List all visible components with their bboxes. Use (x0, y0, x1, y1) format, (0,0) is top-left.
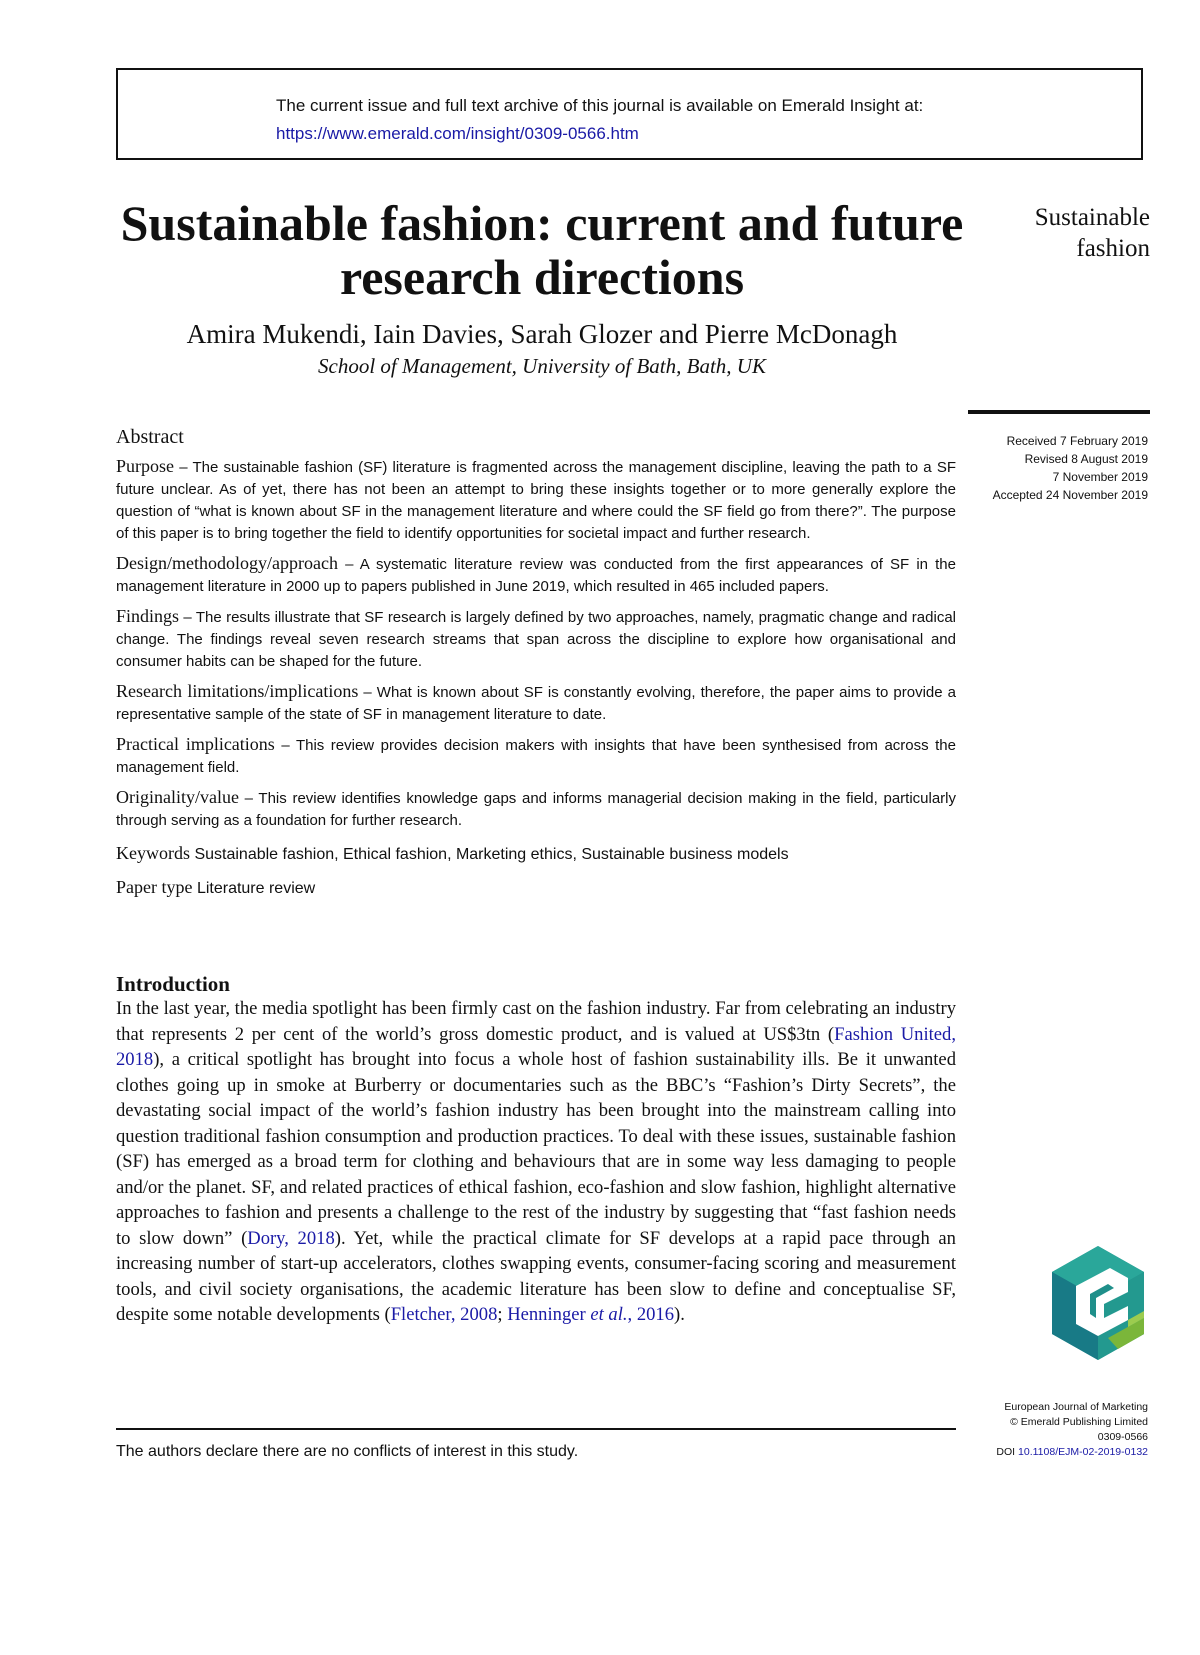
date-revised-2: 7 November 2019 (1052, 470, 1148, 484)
abstract-heading: Abstract (116, 426, 184, 448)
paper-type (116, 876, 956, 900)
practical-text: This review provides decision makers with insights that have been synthesised from across the management field. (116, 737, 956, 776)
archive-notice (276, 92, 923, 148)
date-revised: Revised 8 August 2019 (1024, 452, 1148, 466)
journal-doi (928, 1445, 1148, 1460)
introduction-section (116, 972, 956, 1328)
intro-text-1: In the last year, the media spotlight has been firmly cast on the fashion industry. Far from celebrating an industry that represents 2 per cent of the world’s gross domestic product, and is valued at US$3tn ( (116, 998, 956, 1045)
abstract-section (116, 426, 956, 900)
intro-text-3: ). Yet, while the practical climate for SF develops at a rapid pace through an increasing number of start-up accelerators, clothes swapping events, consumer-facing scoring and measurement tools, and civil society organisations, the academic literature has been slow to define and conceptualise SF, despite some notable developments ( (116, 1227, 956, 1325)
intro-text-2: ), a critical spotlight has brought into focus a whole host of fashion sustainability ills. Be it unwanted clothes going up in smoke at Burberry or documentaries such as the BBC’s “Fashion’s Dirty Secrets”, the devastating social impact of the world’s fashion industry has been brought into the mainstream calling into question traditional fashion consumption and production practices. To deal with these issues, sustainable fashion (SF) has emerged as a broad term for clothing and behaviours that are in some way less damaging to people and/or the planet. SF, and related practices of ethical fashion, eco-fashion and slow fashion, highlight alternative approaches to fashion and presents a challenge to the rest of the industry by suggesting that “fast fashion needs to slow down” ( (116, 1049, 956, 1249)
citation-fletcher[interactable]: Fletcher, 2008 (390, 1304, 498, 1325)
design-label: Design/methodology/approach (116, 553, 338, 573)
side-rule (968, 410, 1150, 414)
journal-issn: 0309-0566 (1097, 1431, 1148, 1443)
citation-henninger[interactable] (507, 1304, 674, 1325)
citation-henninger-year: , 2016 (627, 1304, 675, 1325)
practical-label: Practical implications (116, 734, 275, 754)
abstract-design: Design/methodology/approach – A systematic literature review was conducted from the first appearances of SF in the management literature in 2000 up to papers published in June 2019, which resulted in 465 included papers. (116, 553, 956, 595)
citation-separator: ; (497, 1304, 508, 1325)
journal-publisher: © Emerald Publishing Limited (1010, 1416, 1148, 1428)
citation-henninger-etal: et al. (590, 1304, 628, 1325)
introduction-body (116, 996, 956, 1328)
abstract-limitations: Research limitations/implications – What is known about SF is constantly evolving, therefore, the paper aims to provide a representative sample of the state of SF in management literature to date. (116, 681, 957, 723)
limitations-label: Research limitations/implications (116, 681, 359, 701)
citation-henninger-author: Henninger (507, 1304, 591, 1325)
footnote-rule (116, 1428, 956, 1430)
keywords (116, 842, 956, 866)
design-text: A systematic literature review was conducted from the first appearances of SF in the management literature in 2000 up to papers published in June 2019, which resulted in 465 included papers. (116, 556, 956, 595)
running-head-line-2: fashion (1076, 235, 1150, 262)
abstract-practical: Practical implications – This review provides decision makers with insights that have been synthesised from across the management field. (116, 734, 956, 776)
archive-notice-text: The current issue and full text archive of this journal is available on Emerald Insight at: (276, 96, 924, 115)
emerald-logo-icon (1052, 1246, 1144, 1360)
originality-text: This review identifies knowledge gaps and informs managerial decision making in the field, particularly through serving as a foundation for further research. (116, 790, 957, 829)
originality-label: Originality/value (116, 787, 239, 807)
findings-label: Findings (116, 606, 180, 626)
conflict-footnote: The authors declare there are no conflicts of interest in this study. (116, 1443, 579, 1460)
findings-text: The results illustrate that SF research is largely defined by two approaches, namely, pragmatic change and radical change. The findings reveal seven research streams that span across the discipline to explore how organisational and consumer habits can be shaped for the future. (116, 609, 956, 670)
author-list: Amira Mukendi, Iain Davies, Sarah Glozer and Pierre McDonagh (186, 319, 898, 349)
doi-label: DOI (996, 1446, 1016, 1458)
keywords-text: Sustainable fashion, Ethical fashion, Marketing ethics, Sustainable business models (194, 846, 789, 863)
archive-url-link[interactable]: https://www.emerald.com/insight/0309-0566.htm (276, 124, 639, 143)
paper-title: Sustainable fashion: current and future research directions (120, 195, 964, 305)
purpose-label: Purpose (116, 456, 174, 476)
affiliation: School of Management, University of Bath, Bath, UK (318, 354, 766, 378)
running-head-line-1: Sustainable (1034, 204, 1150, 231)
paper-type-label: Paper type (116, 877, 193, 897)
intro-text-4: ). (674, 1304, 685, 1325)
purpose-text: The sustainable fashion (SF) literature is fragmented across the management discipline, leaving the path to a SF future unclear. As of yet, there has not been an attempt to bring these insights together or to more generally explore the question of “what is known about SF in the management literature and where could the SF field go from there?”. The purpose of this paper is to bring together the field to identify opportunities for societal impact and further research. (116, 459, 956, 542)
introduction-heading: Introduction (116, 972, 230, 996)
paper-type-text: Literature review (196, 880, 316, 897)
date-accepted: Accepted 24 November 2019 (992, 488, 1148, 502)
running-head (930, 202, 1150, 264)
doi-link[interactable]: 10.1108/EJM-02-2019-0132 (1018, 1446, 1148, 1458)
keywords-label: Keywords (116, 843, 190, 863)
abstract-purpose: Purpose – The sustainable fashion (SF) literature is fragmented across the management discipline, leaving the path to a SF future unclear. As of yet, there has not been an attempt to bring these insights together or to more generally explore the question of “what is known about SF in the management literature and where could the SF field go from there?”. The purpose of this paper is to bring together the field to identify opportunities for societal impact and further research. (116, 456, 956, 542)
citation-dory[interactable]: Dory, 2018 (247, 1227, 335, 1249)
journal-name: European Journal of Marketing (1004, 1401, 1148, 1413)
abstract-findings: Findings – The results illustrate that SF research is largely defined by two approaches, namely, pragmatic change and radical change. The findings reveal seven research streams that span across the discipline to explore how organisational and consumer habits can be shaped for the future. (116, 606, 956, 670)
limitations-text: What is known about SF is constantly evolving, therefore, the paper aims to provide a representative sample of the state of SF in management literature to date. (116, 684, 957, 723)
date-received: Received 7 February 2019 (1006, 434, 1148, 448)
citation-fashion-united[interactable]: Fashion United, 2018 (116, 1023, 957, 1070)
journal-info (928, 1400, 1148, 1460)
abstract-originality: Originality/value – This review identifies knowledge gaps and informs managerial decision making in the field, particularly through serving as a foundation for further research. (116, 787, 957, 829)
archive-notice-box (116, 68, 1143, 160)
received-dates (928, 432, 1148, 504)
